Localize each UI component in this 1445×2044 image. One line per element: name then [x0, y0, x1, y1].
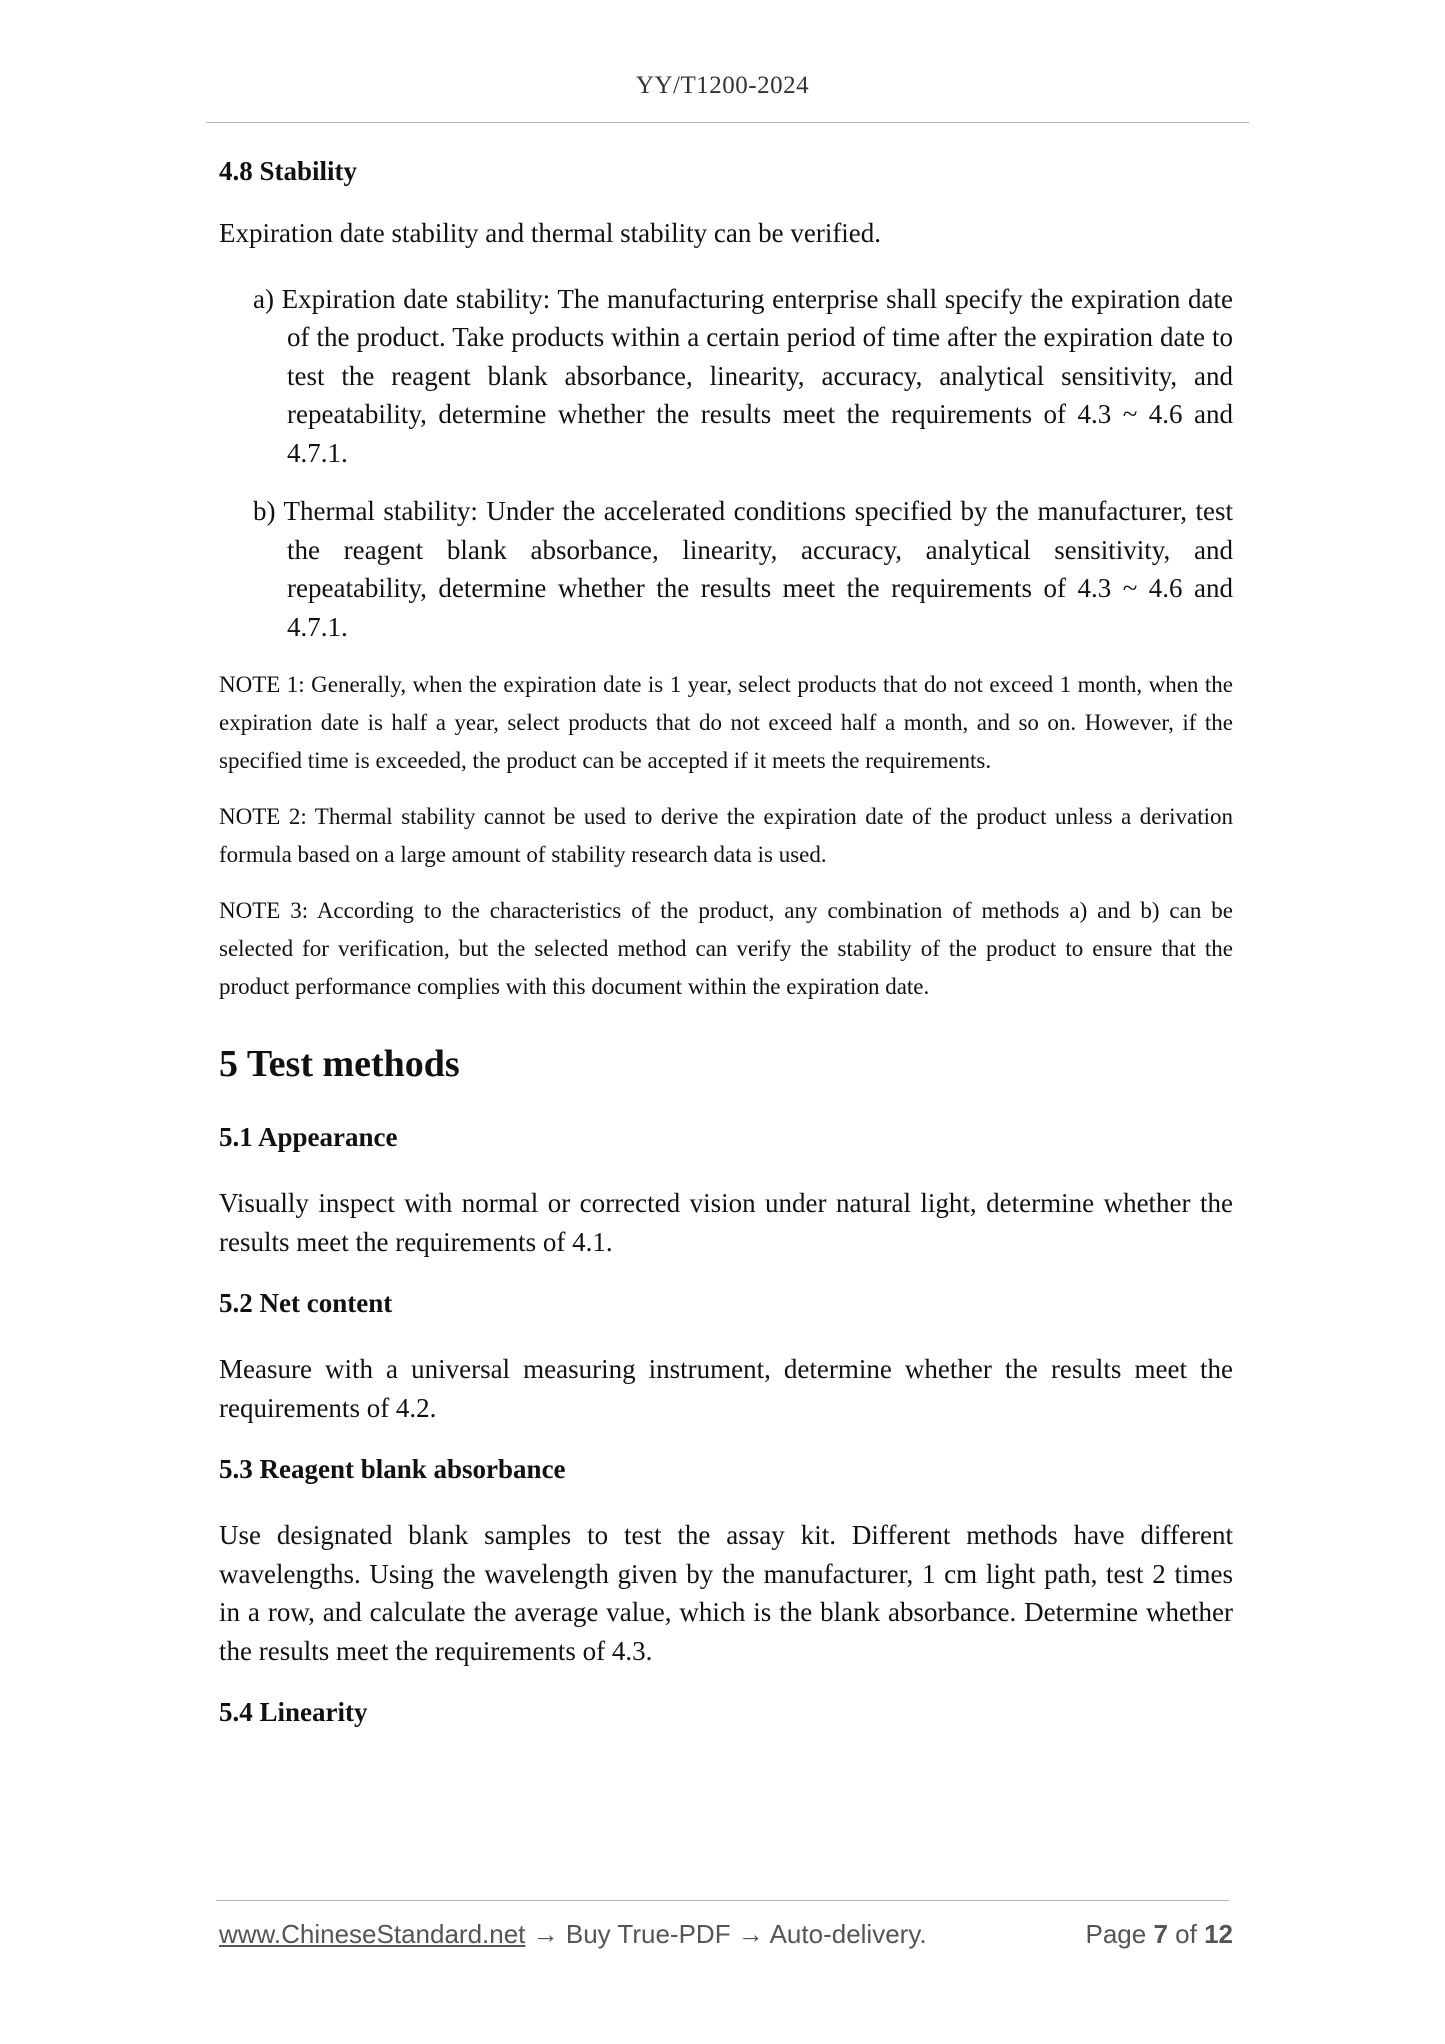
section-5 [219, 1040, 1233, 1731]
section-heading: 4.8 Stability [219, 156, 358, 186]
note-3: NOTE 3: According to the characteristics of the product, any combination of methods a) and b) can be selected for verification, but the selected method can verify the stability of the product to ensure that the product performance complies with this document within the expiration date. [219, 898, 1233, 999]
section-heading: 5.2 Net content [219, 1288, 393, 1318]
paragraph: Use designated blank samples to test the assay kit. Different methods have different wavelengths. Using the wavelength given by the manufacturer, 1 cm light path, test 2 times in a row, and calculate the average value, which is the blank absorbance. Determine whether the results meet the requirements of 4.3. [219, 1520, 1233, 1666]
section-heading: 5.3 Reagent blank absorbance [219, 1454, 566, 1484]
page-footer [219, 1919, 1233, 1955]
footer-tagline: → Buy True-PDF → Auto-delivery. [532, 1919, 927, 1949]
document-code: YY/T1200-2024 [635, 72, 810, 99]
current-page: 7 [1153, 1919, 1168, 1949]
note-1: NOTE 1: Generally, when the expiration date is 1 year, select products that do not exceed 1 month, when the expiration date is half a year, select products that do not exceed half a month, and so on. However, if the specified time is exceeded, the product can be accepted if it meets the requirements. [219, 672, 1233, 773]
paragraph: Expiration date stability and thermal stability can be verified. [219, 218, 882, 248]
note-2: NOTE 2: Thermal stability cannot be used to derive the expiration date of the product unless a derivation formula based on a large amount of stability research data is used. [219, 804, 1233, 867]
chapter-heading: 5 Test methods [219, 1043, 460, 1085]
page-counter [1085, 1919, 1233, 1950]
site-link[interactable]: www.ChineseStandard.net [219, 1919, 526, 1949]
list-item-b: b) Thermal stability: Under the accelerated conditions specified by the manufacturer, test the reagent blank absorbance, linearity, accuracy, analytical sensitivity, and repeatability, determine whether the results meet the requirements of 4.3 ~ 4.6 and 4.7.1. [253, 496, 1233, 642]
of-label: of [1175, 1919, 1197, 1949]
section-heading: 5.1 Appearance [219, 1122, 398, 1152]
section-4-8 [219, 152, 1233, 1006]
paragraph: Visually inspect with normal or corrected vision under natural light, determine whether the results meet the requirements of 4.1. [219, 1188, 1233, 1257]
section-heading: 5.4 Linearity [219, 1697, 368, 1727]
paragraph: Measure with a universal measuring instrument, determine whether the results meet the requirements of 4.2. [219, 1354, 1233, 1423]
list-item-a: a) Expiration date stability: The manufacturing enterprise shall specify the expiration date of the product. Take products within a certain period of time after the expiration date to test the reagent blank absorbance, linearity, accuracy, analytical sensitivity, and repeatability, determine whether the results meet the requirements of 4.3 ~ 4.6 and 4.7.1. [253, 283, 1233, 468]
page-content [219, 152, 1233, 1731]
total-pages: 12 [1204, 1919, 1233, 1949]
header-divider [206, 122, 1249, 123]
footer-divider [216, 1900, 1229, 1901]
footer-left [219, 1919, 927, 1950]
page-label: Page [1085, 1919, 1147, 1949]
